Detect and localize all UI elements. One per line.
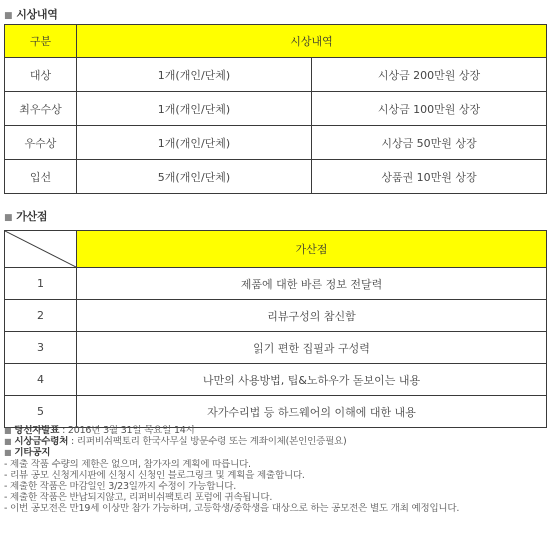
bonus-number: 4 xyxy=(5,364,77,396)
announce-line xyxy=(4,425,546,436)
award-prize: 상품권 10만원 상장 xyxy=(312,160,547,194)
table-row xyxy=(5,332,547,364)
table-row xyxy=(5,268,547,300)
award-count: 1개(개인/단체) xyxy=(77,58,312,92)
notes-block xyxy=(4,425,546,515)
bonus-criterion: 리뷰구성의 참신함 xyxy=(77,300,547,332)
bonus-criterion: 읽기 편한 집필과 구성력 xyxy=(77,332,547,364)
table-row xyxy=(5,126,547,160)
award-category: 대상 xyxy=(5,58,77,92)
etc-line xyxy=(4,447,546,458)
bonus-section-title xyxy=(4,208,47,224)
awards-header-row xyxy=(5,25,547,58)
etc-label: 기타공지 xyxy=(14,447,51,459)
receipt-value: : 리퍼비쉬팩토리 한국사무실 방문수령 또는 계좌이체(본인인증필요) xyxy=(68,436,347,448)
receipt-label: 시상금수령처 xyxy=(14,436,69,448)
table-row xyxy=(5,364,547,396)
bonus-number: 2 xyxy=(5,300,77,332)
table-row xyxy=(5,92,547,126)
awards-section-title xyxy=(4,6,58,22)
awards-header-category: 구분 xyxy=(5,25,77,58)
table-row xyxy=(5,300,547,332)
bonus-criterion: 나만의 사용방법, 팁&노하우가 돋보이는 내용 xyxy=(77,364,547,396)
award-count: 1개(개인/단체) xyxy=(77,126,312,160)
bullet-icon: ■ xyxy=(4,213,13,223)
award-count: 1개(개인/단체) xyxy=(77,92,312,126)
awards-header-prize: 시상내역 xyxy=(77,25,547,58)
award-prize: 시상금 50만원 상장 xyxy=(312,126,547,160)
bullet-icon: ■ xyxy=(4,11,13,21)
bullet-icon: ■ xyxy=(4,437,12,447)
bonus-header-row xyxy=(5,231,547,268)
table-row xyxy=(5,396,547,428)
list-item: - 리뷰 공모 신청게시판에 신청시 신청인 블로그링크 및 계획을 제출합니다. xyxy=(4,469,305,481)
table-row xyxy=(5,58,547,92)
list-item: - 제출 작품 수량의 제한은 없으며, 참가자의 계획에 따릅니다. xyxy=(4,458,251,470)
announce-value: : 2016년 3월 31일 목요일 14시 xyxy=(59,425,195,436)
table-row xyxy=(5,160,547,194)
award-category: 입선 xyxy=(5,160,77,194)
bonus-number: 3 xyxy=(5,332,77,364)
bullet-icon: ■ xyxy=(4,448,12,458)
awards-title-text: 시상내역 xyxy=(16,8,58,21)
list-item: - 이번 공모전은 만19세 이상만 참가 가능하며, 고등학생/중학생을 대상으로 하는 공모전은 별도 개최 예정입니다. xyxy=(4,503,460,515)
award-count: 5개(개인/단체) xyxy=(77,160,312,194)
bonus-number: 1 xyxy=(5,268,77,300)
diagonal-line xyxy=(5,231,76,267)
bonus-criterion: 제품에 대한 바른 정보 전달력 xyxy=(77,268,547,300)
list-item: - 제출한 작품은 마감일인 3/23일까지 수정이 가능합니다. xyxy=(4,481,237,493)
award-prize: 시상금 100만원 상장 xyxy=(312,92,547,126)
bonus-number: 5 xyxy=(5,396,77,428)
receipt-line xyxy=(4,436,546,447)
bullet-icon: ■ xyxy=(4,426,12,435)
bonus-criterion: 자가수리법 등 하드웨어의 이해에 대한 내용 xyxy=(77,396,547,428)
awards-table xyxy=(4,24,547,194)
award-category: 최우수상 xyxy=(5,92,77,126)
diagonal-header-cell xyxy=(5,231,77,268)
bonus-title-text: 가산점 xyxy=(16,210,48,223)
award-prize: 시상금 200만원 상장 xyxy=(312,58,547,92)
bonus-header: 가산점 xyxy=(77,231,547,268)
bonus-table xyxy=(4,230,547,428)
announce-label: 당선자발표 xyxy=(14,425,60,436)
list-item: - 제출한 작품은 반납되지않고, 리퍼비쉬팩토리 포럼에 귀속됩니다. xyxy=(4,492,273,504)
award-category: 우수상 xyxy=(5,126,77,160)
